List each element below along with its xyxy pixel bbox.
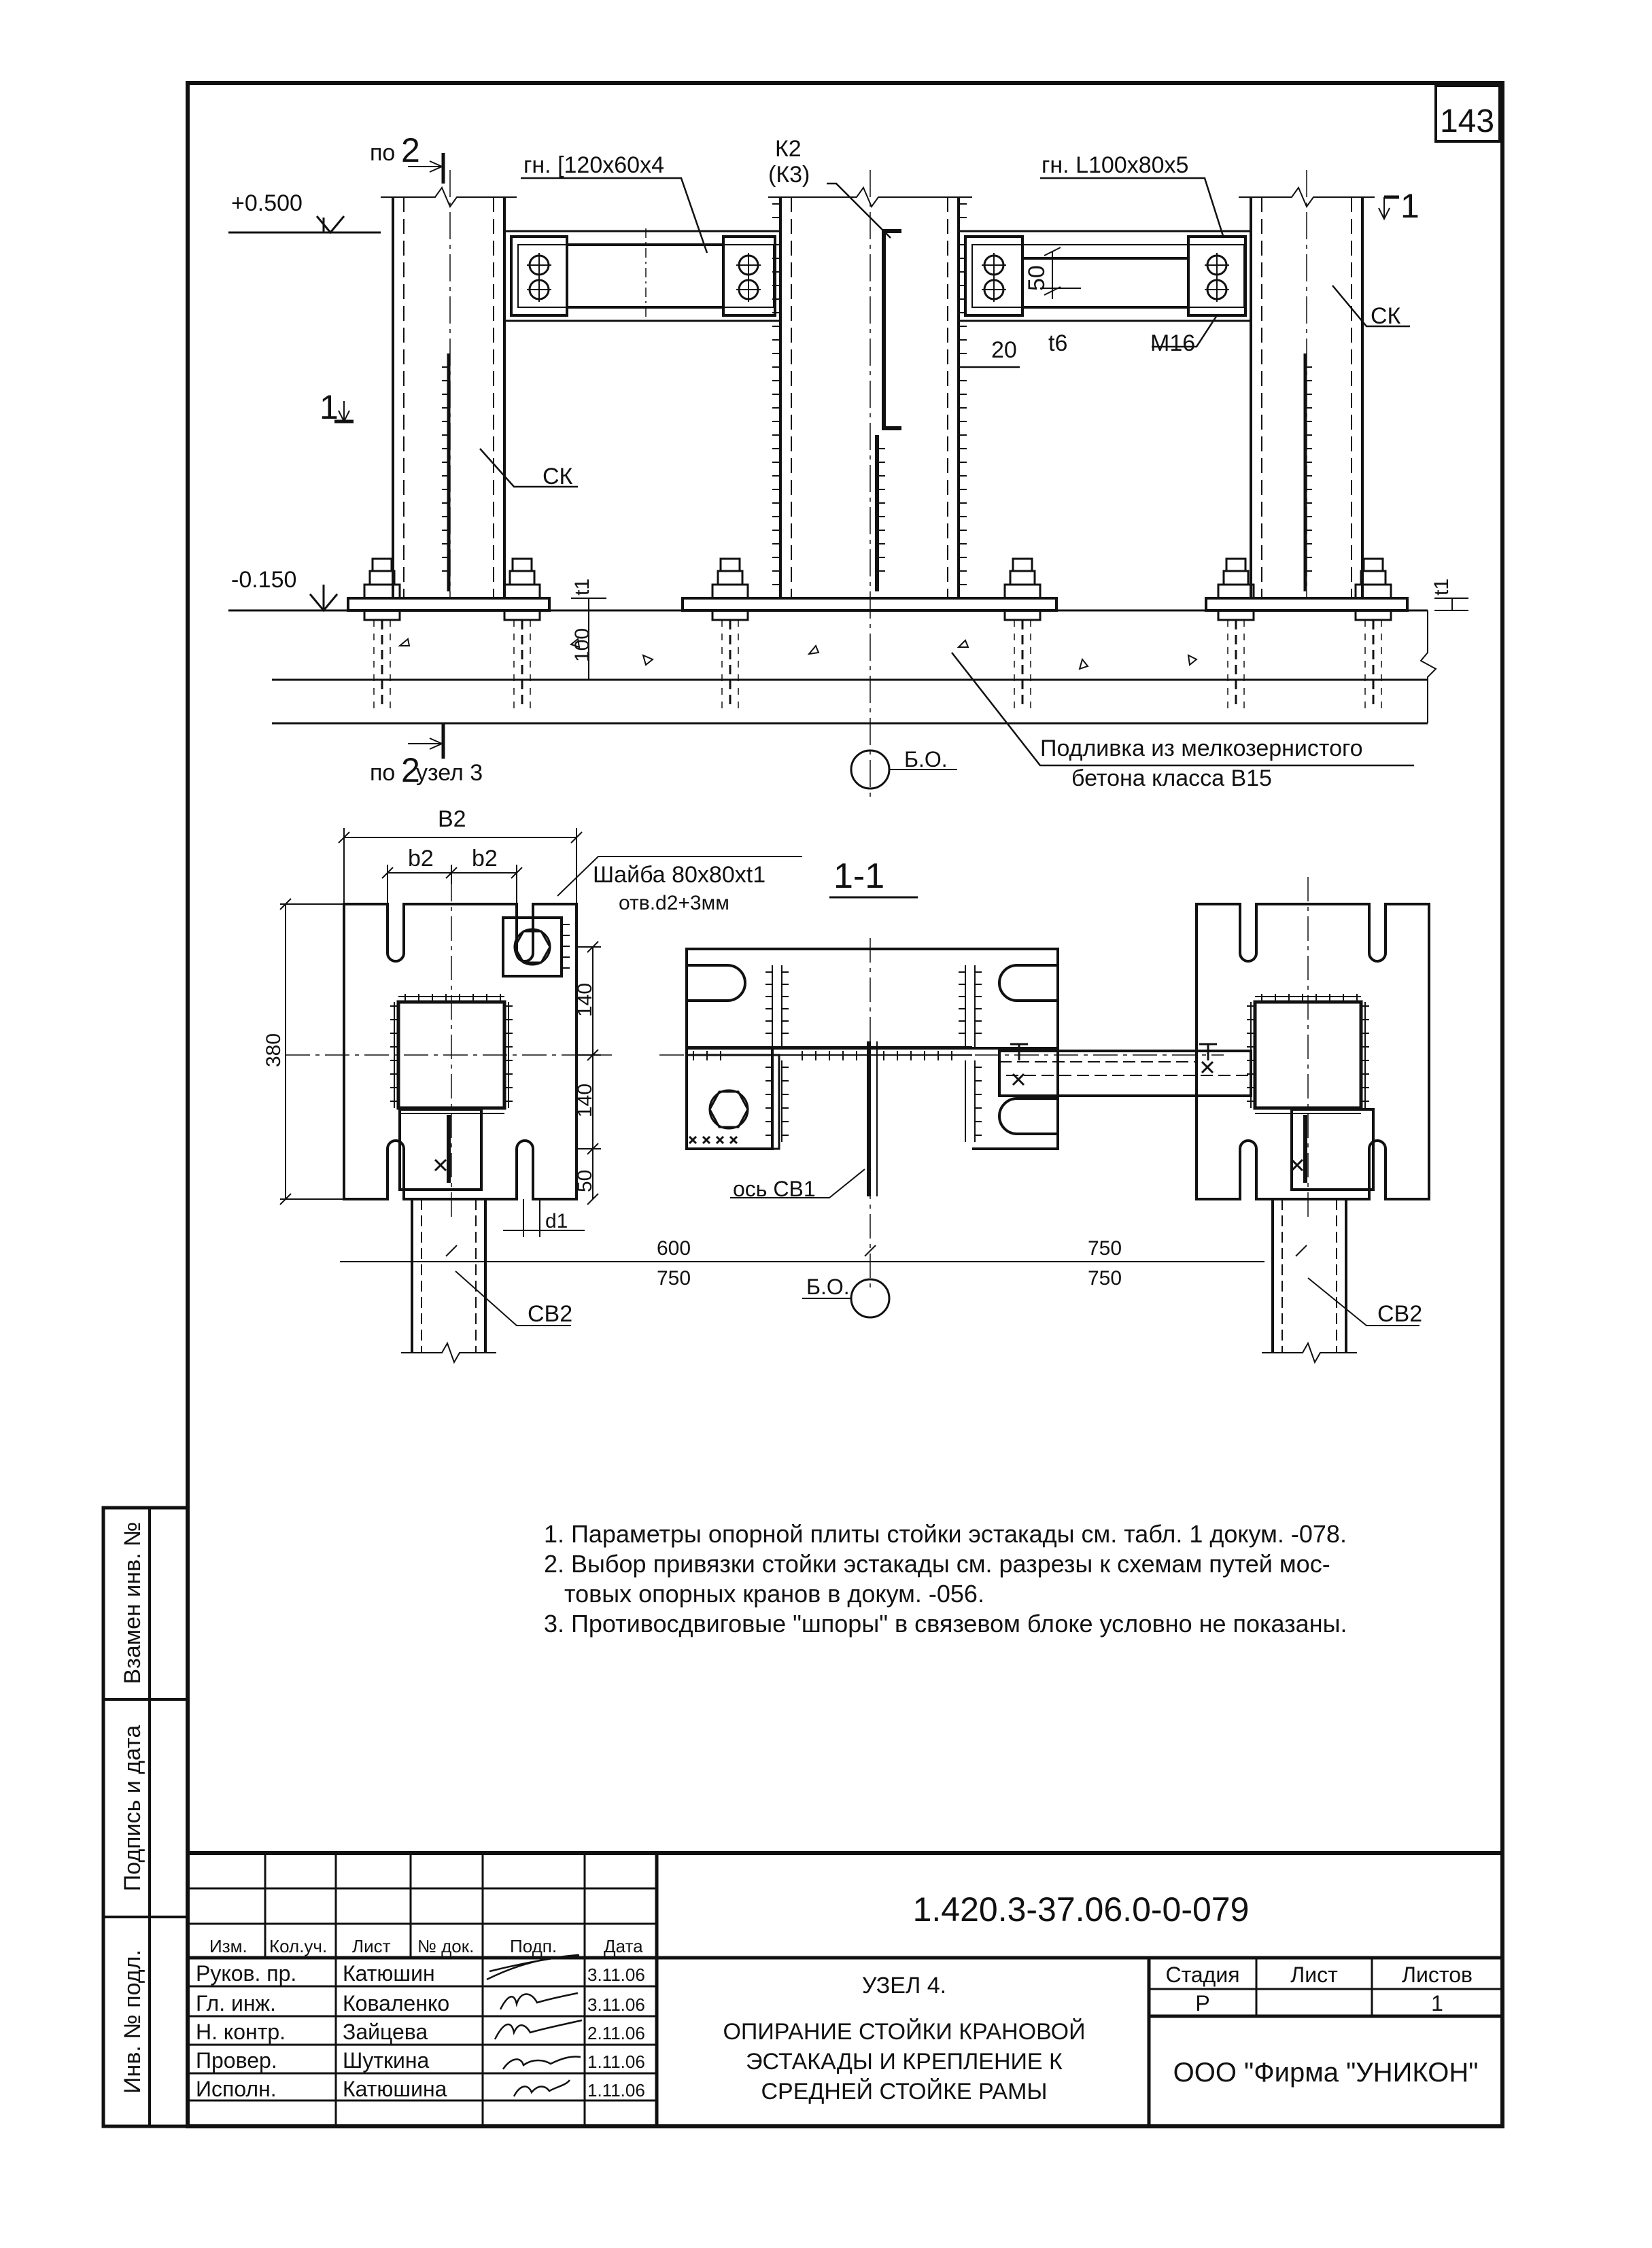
sheet-label: Лист <box>1290 1962 1338 1987</box>
note-2: 2. Выбор привязки стойки эстакады см. разрезы к схемам путей мос- <box>544 1550 1330 1578</box>
washer-label-1: Шайба 80х80хt1 <box>593 862 766 888</box>
stamp-sign-date: Подпись и дата <box>120 1725 145 1892</box>
dim-380-label: 380 <box>262 1033 285 1067</box>
notes-block <box>544 1519 1564 1639</box>
elevation-labels <box>231 131 1453 791</box>
date-5: 1.11.06 <box>587 2080 645 2100</box>
role-5: Исполн. <box>196 2077 277 2101</box>
elevation-marks <box>228 216 381 610</box>
washer-label-2: отв.d2+3мм <box>619 892 729 914</box>
date-3: 2.11.06 <box>587 2023 645 2043</box>
b2-left-label: b2 <box>408 846 434 871</box>
break-lines <box>381 188 1375 207</box>
middle-column-k2 <box>780 170 959 802</box>
sec2-bottom-prefix: по <box>370 760 396 786</box>
sec2-top-prefix: по <box>370 140 396 166</box>
grout-label-1: Подливка из мелкозернистого <box>1040 736 1363 761</box>
elevation-view <box>228 153 1468 802</box>
sv2-right-label: СВ2 <box>1377 1301 1423 1327</box>
sec1-right-num: 1 <box>1400 187 1419 225</box>
left-strut <box>504 228 780 321</box>
dim-750-left-label: 750 <box>657 1267 691 1290</box>
role-4: Провер. <box>196 2048 277 2073</box>
channel-label: гн. [120х60х4 <box>523 152 664 178</box>
t1-left-label: t1 <box>571 578 593 595</box>
sv2-left-label: СВ2 <box>528 1301 573 1327</box>
dim-50-plan-label: 50 <box>574 1169 596 1192</box>
right-strut <box>959 231 1251 321</box>
axis-sv1-label: ось СВ1 <box>733 1177 816 1201</box>
t6-label: t6 <box>1048 330 1068 356</box>
name-5: Катюшина <box>343 2077 447 2101</box>
elevation-top: +0.500 <box>231 190 303 216</box>
ck-right-label: СК <box>1371 303 1401 329</box>
name-2: Коваленко <box>343 1991 450 2016</box>
note-3: 3. Противосдвиговые "шпоры" в связевом блоке условно не показаны. <box>544 1610 1347 1638</box>
title-line-2: ОПИРАНИЕ СТОЙКИ КРАНОВОЙ <box>723 2019 1086 2045</box>
column-k3-label: (К3) <box>768 162 810 188</box>
left-column-ck <box>393 170 504 598</box>
hdr-izm: Изм. <box>209 1936 247 1956</box>
right-column-ck <box>1251 170 1362 598</box>
doc-code: 1.420.3-37.06.0-0-079 <box>912 1890 1250 1929</box>
title-line-4: СРЕДНЕЙ СТОЙКЕ РАМЫ <box>761 2079 1048 2105</box>
section-2-marks <box>408 153 443 759</box>
stage-value: Р <box>1195 1991 1210 2016</box>
hdr-sign: Подп. <box>510 1936 557 1956</box>
dim-50-label: 50 <box>1024 265 1050 291</box>
hdr-doc: № док. <box>417 1936 475 1956</box>
role-3: Н. контр. <box>196 2020 286 2044</box>
elevation-bottom: -0.150 <box>231 567 297 593</box>
base-plates <box>348 598 1407 610</box>
grout-label-2: бетона класса В15 <box>1071 765 1272 791</box>
b2-total-label: В2 <box>438 806 466 832</box>
section-labels <box>657 857 1122 1299</box>
dim-140-top-label: 140 <box>574 982 596 1017</box>
dimensions <box>571 247 1468 680</box>
d1-label: d1 <box>545 1210 568 1232</box>
strut-bolts <box>527 253 1229 302</box>
title-line-3: ЭСТАКАДЫ И КРЕПЛЕНИЕ К <box>746 2049 1063 2075</box>
sheet-frame <box>103 83 1502 2126</box>
sec1-left-num: 1 <box>320 388 339 426</box>
stamp-replaced-inv: Взамен инв. № <box>120 1521 145 1684</box>
m16-label: М16 <box>1150 330 1196 356</box>
date-1: 3.11.06 <box>587 1965 645 1985</box>
note-1: 1. Параметры опорной плиты стойки эстакады см. табл. 1 докум. -078. <box>544 1520 1347 1548</box>
b2-right-label: b2 <box>472 846 498 871</box>
dim-600-label: 600 <box>657 1237 691 1260</box>
stamp-inv-orig: Инв. № подл. <box>120 1950 145 2094</box>
name-4: Шуткина <box>343 2048 430 2073</box>
dim-140-bottom-label: 140 <box>574 1083 596 1118</box>
stage-label: Стадия <box>1165 1962 1240 1987</box>
date-2: 3.11.06 <box>587 1994 645 2015</box>
section-title: 1-1 <box>833 857 885 896</box>
title-line-1: УЗЕЛ 4. <box>861 1973 947 1999</box>
ck-left-label: СК <box>543 464 573 489</box>
t1-right-label: t1 <box>1430 578 1453 595</box>
hdr-kol: Кол.уч. <box>269 1936 328 1956</box>
title-block-text <box>196 1890 1478 2105</box>
company-name: ООО "Фирма "УНИКОН" <box>1173 2058 1479 2088</box>
role-2: Гл. инж. <box>196 1991 276 2016</box>
sec2-bottom-num: 2 <box>401 751 420 789</box>
sec2-top-num: 2 <box>401 131 420 169</box>
sheets-value: 1 <box>1431 1991 1443 2016</box>
plan-view-right <box>1197 877 1429 1362</box>
bo-label-plan: Б.О. <box>806 1275 850 1299</box>
sheet-number: 143 <box>1439 103 1495 139</box>
hdr-list: Лист <box>352 1936 391 1956</box>
sheets-label: Листов <box>1402 1962 1473 1987</box>
name-1: Катюшин <box>343 1961 435 1986</box>
hdr-date: Дата <box>604 1936 643 1956</box>
dim-20-label: 20 <box>991 337 1017 363</box>
signatures <box>487 1955 582 2096</box>
bo-label-elevation: Б.О. <box>904 747 948 772</box>
dim-750-right-top-label: 750 <box>1088 1237 1122 1260</box>
role-1: Руков. пр. <box>196 1961 297 1986</box>
grout-layer <box>272 610 1436 723</box>
dim-100-label: 100 <box>571 627 593 662</box>
node3-label: узел 3 <box>416 760 483 786</box>
column-k2-label: К2 <box>775 136 802 162</box>
angle-label: гн. L100х80х5 <box>1042 152 1189 178</box>
name-3: Зайцева <box>343 2020 428 2044</box>
note-2-cont: товых опорных кранов в докум. -056. <box>564 1580 984 1608</box>
dim-750-right-bottom-label: 750 <box>1088 1267 1122 1290</box>
date-4: 1.11.06 <box>587 2052 645 2072</box>
